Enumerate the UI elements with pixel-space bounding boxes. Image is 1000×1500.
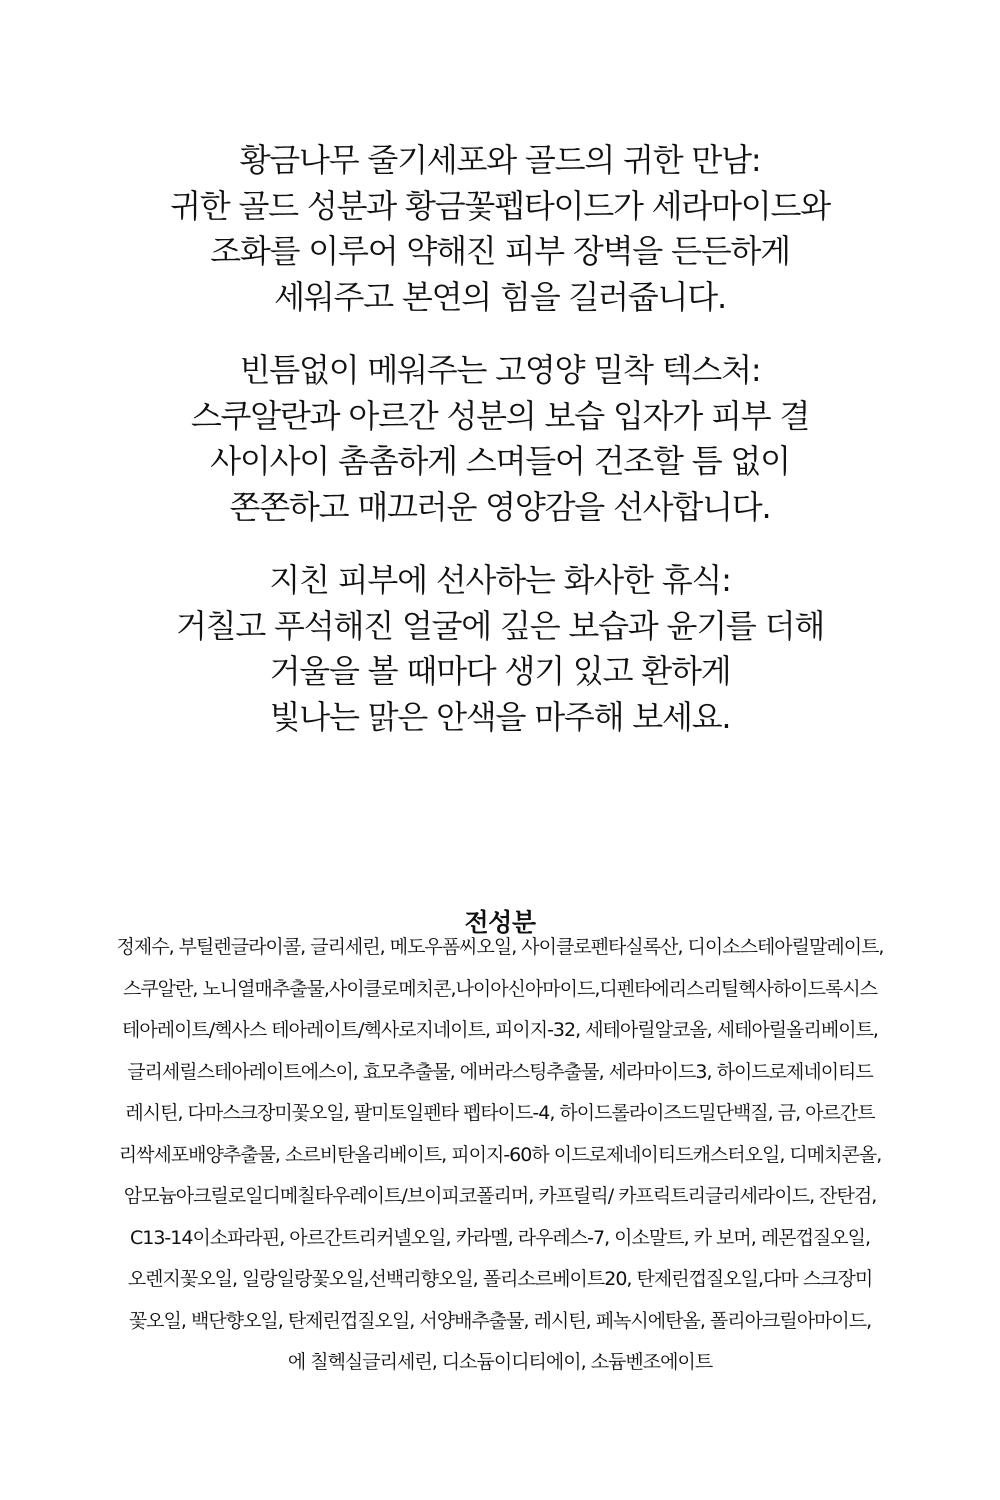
ingredients-line: C13-14이소파라핀, 아르간트리커넬오일, 카라멜, 라우레스-7, 이소말트, 카 보머, 레몬껍질오일, [129,1226,870,1249]
description-paragraph [0,138,1000,320]
description-line: 빈틈없이 메워주는 고영양 밀착 텍스처: [239,351,761,389]
ingredients-title: 전성분 [464,907,536,937]
description-line: 황금나무 줄기세포와 골드의 귀한 만남: [239,141,761,179]
description-line: 세워주고 본연의 힘을 길러줍니다. [274,277,726,316]
ingredients-line: 리싹세포배양추출물, 소르비탄올리베이트, 피이지-60하 이드로제네이티드캐스터오일, 디메치콘올, [118,1143,882,1166]
description-line: 빛나는 맑은 안색을 마주해 보세요. [269,697,731,736]
ingredients-line: 오렌지꽃오일, 일랑일랑꽃오일,선백리향오일, 폴리소르베이트20, 탄제린껍질오일,다마 스크장미 [127,1268,873,1290]
description-line: 귀한 골드 성분과 황금꽃펩타이드가 세라마이드와 [170,186,830,225]
description-line: 스쿠알란과 아르간 성분의 보습 입자가 피부 결 [190,396,810,435]
ingredients-line: 에 칠헥실글리세린, 디소듐이디티에이, 소듐벤조에이트 [287,1351,713,1373]
description-paragraph [0,558,1000,740]
product-description [0,138,1000,768]
description-line: 조화를 이루어 약해진 피부 장벽을 든든하게 [210,232,790,270]
description-paragraph [0,348,1000,530]
ingredients-line: 꽃오일, 백단향오일, 탄제린껍질오일, 서양배추출물, 레시틴, 페녹시에탄올, 폴리아크릴아마이드, [128,1309,872,1332]
ingredients-line: 레시틴, 다마스크장미꽃오일, 팔미토일펜타 펩타이드-4, 하이드롤라이즈드밀단백질, 금, 아르간트 [125,1102,875,1124]
description-line: 지친 피부에 선사하는 화사한 휴식: [269,561,731,599]
description-line: 사이사이 촘촘하게 스며들어 건조할 틈 없이 [210,442,790,480]
ingredients-line: 글리세릴스테아레이트에스이, 효모추출물, 에버라스팅추출물, 세라마이드3, 하이드로제네이티드 [127,1060,873,1083]
ingredients-line: 스쿠알란, 노니열매추출물,사이클로메치콘,나이아신아마이드,디펜타에리스리틸헥사하이드록시스 [122,977,878,1000]
ingredients-list [0,927,1000,1384]
description-line: 쫀쫀하고 매끄러운 영양감을 선사합니다. [229,487,771,526]
ingredients-line: 정제수, 부틸렌글라이콜, 글리세린, 메도우폼씨오일, 사이클로펜타실록산, 디이소스테아릴말레이트, [116,936,884,958]
ingredients-line: 암모늄아크릴로일디메칠타우레이트/브이피코폴리머, 카프릴릭/ 카프릭트리글리세라이드, 잔탄검, [123,1185,877,1207]
description-line: 거울을 볼 때마다 생기 있고 환하게 [269,652,731,690]
description-line: 거칠고 푸석해진 얼굴에 깊은 보습과 윤기를 더해 [175,606,825,645]
ingredients-line: 테아레이트/헥사스 테아레이트/헥사로지네이트, 피이지-32, 세테아릴알코올, 세테아릴올리베이트, [122,1019,878,1041]
